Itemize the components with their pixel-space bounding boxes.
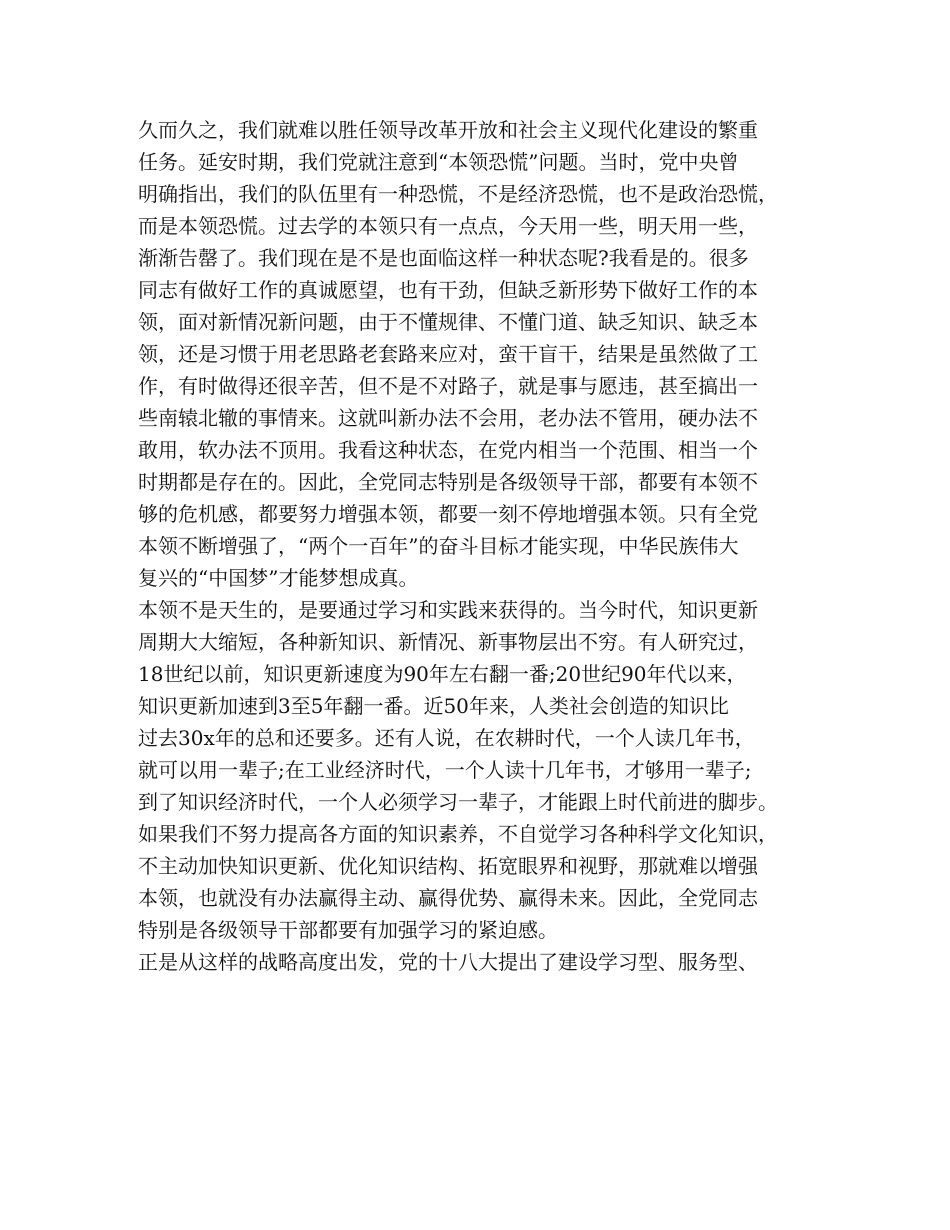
text-line: 敢用，软办法不顶用。我看这种状态，在党内相当一个范围、相当一个: [138, 438, 758, 462]
text-line: 本领不是天生的，是要通过学习和实践来获得的。当今时代，知识更新: [138, 598, 758, 622]
text-line: 领，面对新情况新问题，由于不懂规律、不懂门道、缺乏知识、缺乏本: [138, 310, 758, 334]
text-line: 正是从这样的战略高度出发，党的十八大提出了建设学习型、服务型、: [138, 950, 758, 974]
text-line: 本领不断增强了，“两个一百年”的奋斗目标才能实现，中华民族伟大: [138, 534, 739, 558]
text-line: 作，有时做得还很辛苦，但不是不对路子，就是事与愿违，甚至搞出一: [138, 374, 758, 398]
text-line: 同志有做好工作的真诚愿望，也有干劲，但缺乏新形势下做好工作的本: [138, 278, 758, 302]
text-line: 些南辕北辙的事情来。这就叫新办法不会用，老办法不管用，硬办法不: [138, 406, 758, 430]
text-line: 时期都是存在的。因此，全党同志特别是各级领导干部，都要有本领不: [138, 470, 758, 494]
text-line: 任务。延安时期，我们党就注意到“本领恐慌”问题。当时，党中央曾: [138, 150, 739, 174]
text-line: 而是本领恐慌。过去学的本领只有一点点，今天用一些，明天用一些，: [138, 214, 758, 238]
document-body: [138, 114, 828, 978]
text-line: 特别是各级领导干部都要有加强学习的紧迫感。: [138, 918, 558, 942]
text-line: 本领，也就没有办法赢得主动、赢得优势、赢得未来。因此，全党同志: [138, 886, 758, 910]
text-line: 久而久之，我们就难以胜任领导改革开放和社会主义现代化建设的繁重: [138, 118, 758, 142]
text-line: 渐渐告罄了。我们现在是不是也面临这样一种状态呢?我看是的。很多: [138, 246, 749, 270]
text-line: 18世纪以前，知识更新速度为90年左右翻一番;20世纪90年代以来，: [138, 662, 747, 686]
text-line: 如果我们不努力提高各方面的知识素养，不自觉学习各种科学文化知识，: [138, 822, 778, 846]
text-line: 明确指出，我们的队伍里有一种恐慌，不是经济恐慌，也不是政治恐慌，: [138, 182, 778, 206]
text-line: 周期大大缩短，各种新知识、新情况、新事物层出不穷。有人研究过，: [138, 630, 758, 654]
text-line: 领，还是习惯于用老思路老套路来应对，蛮干盲干，结果是虽然做了工: [138, 342, 758, 366]
text-line: 到了知识经济时代，一个人必须学习一辈子，才能跟上时代前进的脚步。: [138, 790, 778, 814]
text-line: 复兴的“中国梦”才能梦想成真。: [138, 566, 419, 590]
text-line: 不主动加快知识更新、优化知识结构、拓宽眼界和视野，那就难以增强: [138, 854, 758, 878]
text-line: 知识更新加速到3至5年翻一番。近50年来，人类社会创造的知识比: [138, 694, 729, 718]
text-line: 过去30x年的总和还要多。还有人说，在农耕时代，一个人读几年书，: [138, 726, 755, 750]
text-line: 够的危机感，都要努力增强本领，都要一刻不停地增强本领。只有全党: [138, 502, 758, 526]
text-line: 就可以用一辈子;在工业经济时代，一个人读十几年书，才够用一辈子;: [138, 758, 752, 782]
